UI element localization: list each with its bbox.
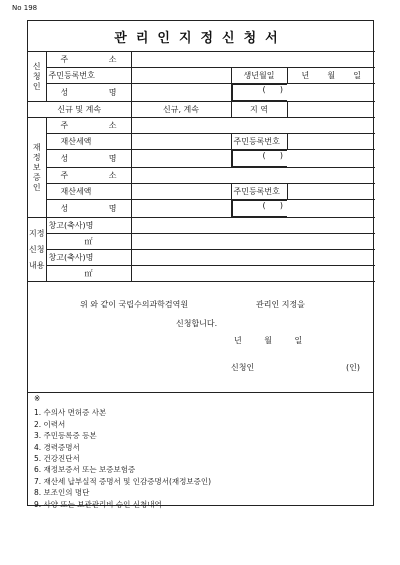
form-grid	[28, 51, 375, 282]
warehouse1-name-field[interactable]	[131, 218, 375, 234]
warehouse2-area-field[interactable]	[131, 266, 375, 282]
guarantor2-name-field[interactable]	[131, 200, 231, 218]
applicant-address-label: 주 소	[46, 52, 131, 68]
note-item: 6. 재정보증서 또는 보증보험증	[34, 465, 136, 475]
statement-line1-end: 관리인 지정을	[256, 300, 305, 309]
note-item: 7. 재산세 납부실적 증명서 및 인감증명서(재정보증인)	[34, 476, 212, 486]
warehouse1-area-field[interactable]	[131, 234, 375, 250]
designation-group-label: 지정 신청 내용	[28, 218, 46, 282]
guarantor1-tax-label: 재산세액	[46, 134, 131, 150]
warehouse2-name-label: 창고(축사)명	[46, 250, 131, 266]
application-form	[27, 20, 374, 509]
attachments-list	[34, 393, 211, 510]
guarantor1-name-paren-field[interactable]: ( )	[232, 150, 288, 167]
applicant-name-field[interactable]	[131, 84, 231, 102]
guarantor1-rrn-label: 주민등록번호	[231, 134, 287, 150]
warehouse1-area-label: ㎡	[46, 234, 131, 250]
note-item: 3. 주민등록증 등본	[34, 431, 97, 441]
guarantor-group-label: 재 정 보 증 인	[28, 118, 46, 218]
note-item: 4. 경력증명서	[34, 442, 80, 452]
guarantor1-tax-field[interactable]	[131, 134, 231, 150]
statement-line2: 신청합니다.	[176, 319, 218, 328]
note-item: 9. 사양 또는 보관관리비 승인 신청내역	[34, 499, 162, 509]
statement-applicant-label: 신청인	[231, 363, 255, 372]
type-value[interactable]: 신규, 계속	[131, 102, 231, 118]
note-item: 2. 이력서	[34, 419, 66, 429]
applicant-address-field[interactable]	[131, 52, 375, 68]
seal-label: (인)	[346, 363, 360, 372]
guarantor1-name-label: 성 명	[46, 150, 131, 168]
warehouse2-area-label: ㎡	[46, 266, 131, 282]
guarantor2-tax-field[interactable]	[131, 184, 231, 200]
statement-date[interactable]: 년 월 일	[234, 336, 303, 345]
applicant-rrn-label: 주민등록번호	[46, 68, 131, 84]
warehouse1-name-label: 창고(축사)명	[46, 218, 131, 234]
statement-line1: 위 와 같이 국립수의과학검역원	[80, 300, 189, 309]
note-item: 1. 수의사 면허증 사본	[34, 408, 107, 418]
applicant-name-label: 성 명	[46, 84, 131, 102]
guarantor2-address-field[interactable]	[131, 168, 375, 184]
applicant-birth-label: 생년월일	[231, 68, 287, 84]
guarantor1-address-label: 주 소	[46, 118, 131, 134]
guarantor2-name-paren-field[interactable]: ( )	[232, 200, 288, 217]
guarantor2-rrn-label: 주민등록번호	[231, 184, 287, 200]
note-item: 5. 건강진단서	[34, 454, 80, 464]
warehouse2-name-field[interactable]	[131, 250, 375, 266]
guarantor1-rrn-field[interactable]	[287, 134, 375, 150]
note-item: 8. 보조인의 명단	[34, 488, 90, 498]
note-mark: ※	[34, 394, 41, 403]
form-title: 관리인지정신청서	[28, 21, 373, 52]
region-label: 지 역	[231, 102, 287, 118]
applicant-birth-field[interactable]: 년 월 일	[287, 68, 375, 84]
applicant-group-label: 신 청 인	[28, 52, 46, 102]
guarantor2-address-label: 주 소	[46, 168, 131, 184]
guarantor1-address-field[interactable]	[131, 118, 375, 134]
region-field[interactable]	[287, 102, 375, 118]
guarantor2-name-label: 성 명	[46, 200, 131, 218]
statement-section	[28, 289, 373, 393]
type-label: 신규 및 계속	[28, 102, 131, 118]
guarantor2-tax-label: 재산세액	[46, 184, 131, 200]
applicant-rrn-field[interactable]	[131, 68, 231, 84]
form-number: No 198	[12, 4, 38, 12]
guarantor2-rrn-field[interactable]	[287, 184, 375, 200]
applicant-name-paren-field[interactable]: ( )	[232, 84, 288, 101]
guarantor1-name-field[interactable]	[131, 150, 231, 168]
